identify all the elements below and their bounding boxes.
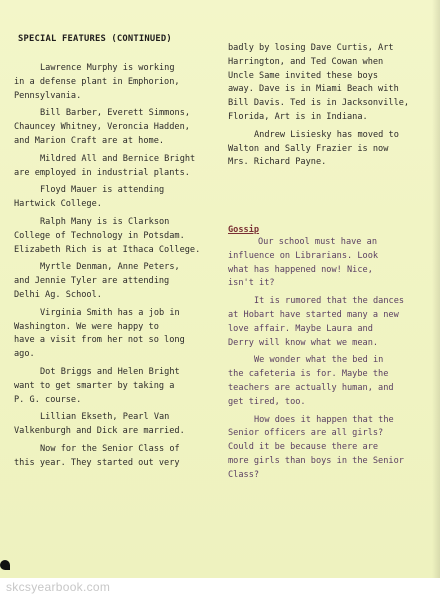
- paragraph: [14, 62, 200, 103]
- paragraph: [228, 354, 404, 409]
- paragraph: [14, 216, 200, 257]
- text-line: Lillian Ekseth, Pearl Van: [40, 412, 170, 423]
- site-watermark: skcsyearbook.com: [6, 580, 111, 594]
- left_column-block: [14, 62, 200, 475]
- paragraph: [14, 366, 200, 407]
- text-line: Dot Briggs and Helen Bright: [40, 366, 180, 377]
- gossip_column-block: [228, 236, 404, 487]
- paragraph: [228, 295, 404, 350]
- text-line: Valkenburgh and Dick are married.: [14, 426, 185, 437]
- text-line: Floyd Mauer is attending: [40, 185, 165, 196]
- right_column_top-block: [228, 42, 409, 174]
- text-line: Bill Davis. Ted is in Jacksonville,: [228, 98, 410, 109]
- text-line: badly by losing Dave Curtis, Art: [228, 43, 394, 53]
- text-line: Senior officers are all girls?: [228, 428, 384, 439]
- paragraph: [14, 107, 200, 148]
- text-line: Class?: [228, 469, 260, 480]
- text-line: Lawrence Murphy is working: [40, 63, 175, 73]
- text-line: more girls than boys in the Senior: [228, 455, 404, 466]
- paragraph: [228, 414, 404, 483]
- text-line: Harrington, and Ted Cowan when: [228, 56, 384, 67]
- paragraph: [14, 307, 200, 362]
- text-line: what has happened now! Nice,: [228, 264, 373, 275]
- text-line: are employed in industrial plants.: [14, 167, 190, 178]
- paragraph: [14, 184, 200, 212]
- text-line: Mildred All and Bernice Bright: [40, 153, 196, 164]
- text-line: Derry will know what we mean.: [228, 337, 379, 348]
- text-line: Delhi Ag. School.: [14, 289, 102, 300]
- paragraph: [228, 236, 404, 291]
- paragraph: [14, 411, 200, 439]
- gossip-title: Gossip: [228, 225, 260, 235]
- text-line: away. Dave is in Miami Beach with: [228, 84, 399, 95]
- text-line: Florida, Art is in Indiana.: [228, 111, 368, 122]
- text-line: P. G. course.: [14, 394, 82, 405]
- text-line: Andrew Lisiesky has moved to: [254, 129, 399, 140]
- text-line: Uncle Same invited these boys: [228, 70, 379, 81]
- text-line: in a defense plant in Emphorion,: [14, 76, 180, 87]
- text-line: Washington. We were happy to: [14, 321, 159, 332]
- paragraph: [14, 261, 200, 302]
- paragraph: [14, 153, 200, 181]
- text-line: isn't it?: [228, 278, 275, 289]
- text-line: this year. They started out very: [14, 457, 180, 468]
- text-line: the cafeteria is for. Maybe the: [228, 369, 389, 380]
- text-line: Bill Barber, Everett Simmons,: [40, 108, 191, 119]
- text-line: We wonder what the bed in: [254, 355, 384, 366]
- text-line: Virginia Smith has a job in: [40, 307, 180, 318]
- text-line: Our school must have an: [258, 237, 377, 247]
- paragraph: [228, 42, 409, 125]
- text-line: influence on Librarians. Look: [228, 250, 379, 261]
- paragraph: [14, 443, 200, 471]
- ink-blot-mark: [0, 560, 10, 570]
- text-line: College of Technology in Potsdam.: [14, 230, 185, 241]
- text-line: It is rumored that the dances: [254, 296, 405, 307]
- text-line: get tired, too.: [228, 396, 306, 407]
- text-line: Pennsylvania.: [14, 90, 82, 101]
- page-edge-shadow: [432, 0, 440, 578]
- text-line: Hartwick College.: [14, 199, 102, 210]
- text-line: teachers are actually human, and: [228, 382, 394, 393]
- text-line: Elizabeth Rich is at Ithaca College.: [14, 244, 201, 255]
- text-line: love affair. Maybe Laura and: [228, 323, 373, 334]
- text-line: Myrtle Denman, Anne Peters,: [40, 262, 180, 273]
- text-line: Ralph Many is is Clarkson: [40, 216, 170, 227]
- text-line: at Hobart have started many a new: [228, 309, 399, 320]
- text-line: Could it be because there are: [228, 442, 379, 453]
- text-line: and Jennie Tyler are attending: [14, 276, 170, 287]
- section-heading: SPECIAL FEATURES (CONTINUED): [18, 34, 172, 44]
- text-line: ago.: [14, 349, 35, 360]
- text-line: Mrs. Richard Payne.: [228, 157, 327, 168]
- text-line: want to get smarter by taking a: [14, 380, 175, 391]
- text-line: How does it happen that the: [254, 414, 394, 425]
- text-line: Chauncey Whitney, Veroncia Hadden,: [14, 122, 190, 133]
- text-line: Walton and Sally Frazier is now: [228, 143, 389, 154]
- text-line: have a visit from her not so long: [14, 335, 185, 346]
- paragraph: [228, 129, 409, 170]
- text-line: Now for the Senior Class of: [40, 443, 180, 454]
- text-line: and Marion Craft are at home.: [14, 135, 165, 146]
